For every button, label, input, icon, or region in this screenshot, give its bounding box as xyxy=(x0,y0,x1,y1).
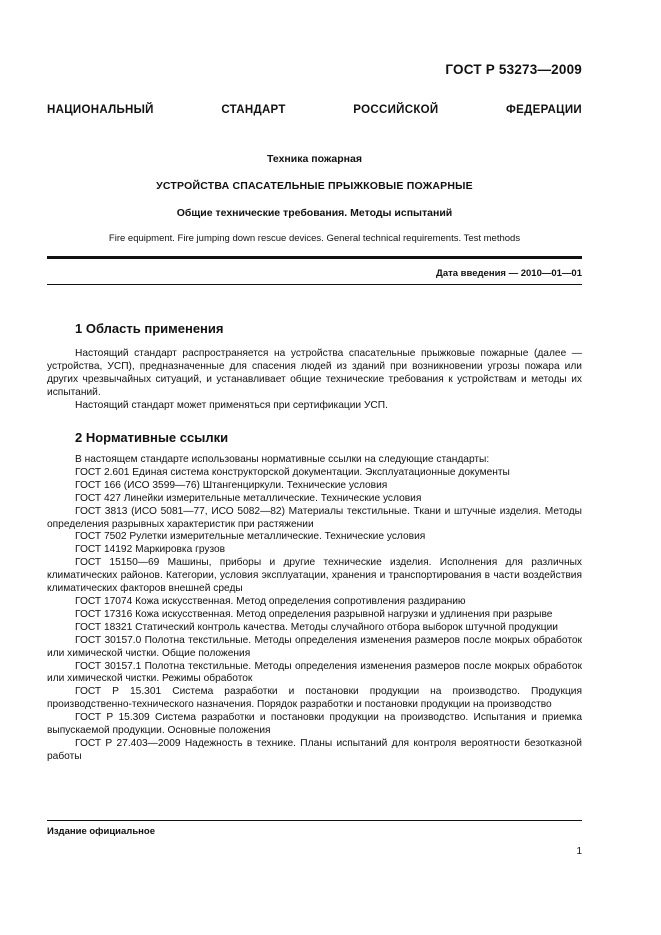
reference-item: ГОСТ 427 Линейки измерительные металлические. Технические условия xyxy=(75,492,422,504)
reference-item: ГОСТ 7502 Рулетки измерительные металлические. Технические условия xyxy=(75,531,426,543)
reference-item: ГОСТ 15150—69 Машины, приборы и другие технические изделия. Исполнения для различных климатических районов. Категории, условия эксплуатации, хранения и транспортирования в части воздействия климатических факторов внешней среды xyxy=(47,557,582,595)
national-standard-banner: НАЦИОНАЛЬНЫЙ СТАНДАРТ РОССИЙСКОЙ ФЕДЕРАЦИИ xyxy=(47,104,582,116)
paragraph: В настоящем стандарте использованы нормативные ссылки на следующие стандарты: xyxy=(75,454,490,465)
title-divider-thin xyxy=(47,284,582,285)
reference-item: ГОСТ 30157.1 Полотна текстильные. Методы определения изменения размеров после мокрых обработок или химической чистки. Режимы обработок xyxy=(47,660,582,685)
title-divider-thick xyxy=(47,256,582,259)
reference-item: ГОСТ 17074 Кожа искусственная. Метод определения сопротивления раздиранию xyxy=(75,595,466,607)
section-1-body xyxy=(47,348,582,413)
section-2-body xyxy=(47,454,582,764)
reference-item: ГОСТ 14192 Маркировка грузов xyxy=(75,544,226,556)
document-title: УСТРОЙСТВА СПАСАТЕЛЬНЫЕ ПРЫЖКОВЫЕ ПОЖАРНЫЕ xyxy=(156,180,473,192)
reference-item: ГОСТ 2.601 Единая система конструкторской документации. Эксплуатационные документы xyxy=(75,466,510,478)
reference-item: ГОСТ Р 15.309 Система разработки и постановки продукции на производство. Испытания и приемка выпускаемой продукции. Основные положения xyxy=(47,712,582,737)
paragraph: Настоящий стандарт может применяться при сертификации УСП. xyxy=(75,399,388,411)
paragraph: Настоящий стандарт распространяется на устройства спасательные прыжковые пожарные (далее — устройства, УСП), предназначенные для спасения людей из зданий при возникновении угрозы пожара или других чрезвычайных ситуаций, и устанавливает общие технические требования к устройствам и методы их испытаний. xyxy=(47,348,582,398)
edition-label: Издание официальное xyxy=(47,826,155,837)
document-subtitle: Общие технические требования. Методы испытаний xyxy=(176,207,453,219)
reference-item: ГОСТ Р 15.301 Система разработки и постановки продукции на производство. Продукция производственно-технического назначения. Порядок разработки и постановки продукции на производство xyxy=(47,686,582,711)
reference-item: ГОСТ 17316 Кожа искусственная. Метод определения разрывной нагрузки и удлинения при разрыве xyxy=(75,608,553,620)
reference-item: ГОСТ 3813 (ИСО 5081—77, ИСО 5082—82) Материалы текстильные. Ткани и штучные изделия. Методы определения разрывных характеристик при растяжении xyxy=(47,505,582,530)
section-1-heading: 1 Область применения xyxy=(75,321,224,336)
reference-item: ГОСТ 30157.0 Полотна текстильные. Методы определения изменения размеров после мокрых обработок или химической чистки. Общие положения xyxy=(47,634,582,659)
page-number: 1 xyxy=(576,846,582,857)
english-title: Fire equipment. Fire jumping down rescue devices. General technical requirements. Test methods xyxy=(108,233,521,244)
introduction-date: Дата введения — 2010—01—01 xyxy=(436,268,582,279)
document-code: ГОСТ Р 53273—2009 xyxy=(445,62,582,77)
section-2-heading: 2 Нормативные ссылки xyxy=(75,430,229,445)
reference-item: ГОСТ 18321 Статический контроль качества. Методы случайного отбора выборок штучной продукции xyxy=(75,621,558,633)
reference-item: ГОСТ Р 27.403—2009 Надежность в технике. Планы испытаний для контроля вероятности безотказной работы xyxy=(47,737,582,762)
reference-item: ГОСТ 166 (ИСО 3599—76) Штангенциркули. Технические условия xyxy=(75,479,388,491)
document-subject: Техника пожарная xyxy=(267,153,362,165)
footer-divider xyxy=(47,820,582,821)
